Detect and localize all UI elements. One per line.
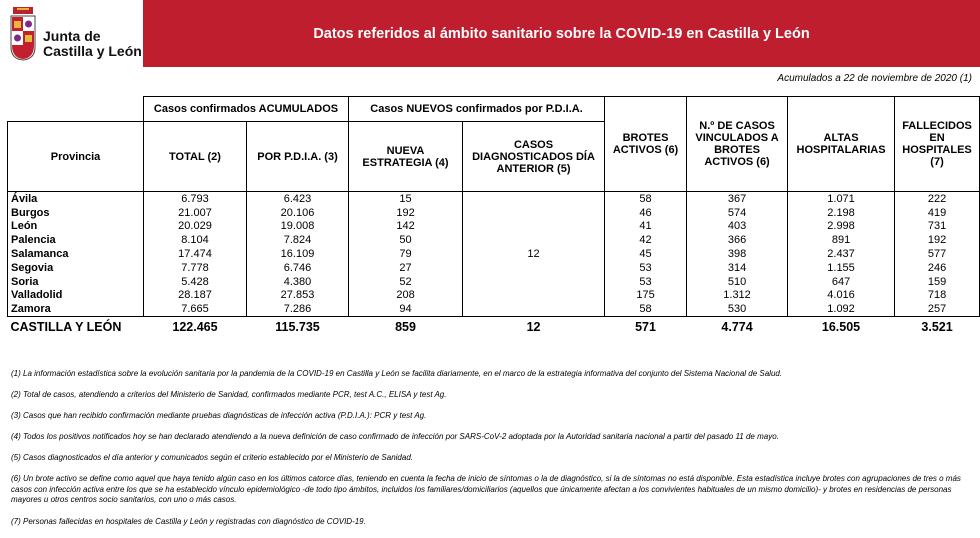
logo-line-2: Castilla y León — [43, 43, 142, 59]
province-name: Burgos — [8, 206, 144, 220]
table-cell: 2.437 — [788, 247, 895, 261]
total-row — [8, 317, 980, 338]
table-cell: 1.071 — [788, 192, 895, 206]
header-brotes: BROTES ACTIVOS (6) — [605, 97, 687, 192]
title-banner — [143, 0, 980, 67]
total-cell: 859 — [395, 320, 416, 335]
table-cell: 46 — [605, 206, 687, 220]
table-cell: 403 — [687, 220, 788, 234]
table-cell: 28.187 — [144, 289, 247, 303]
group-header-accumulated: Casos confirmados ACUMULADOS — [144, 97, 349, 122]
total-cell: 4.774 — [721, 320, 753, 335]
table-cell: 398 — [687, 247, 788, 261]
accumulated-date: Acumulados a 22 de noviembre de 2020 (1) — [777, 73, 972, 84]
table-cell: 58 — [605, 192, 687, 206]
table-cell — [463, 192, 605, 206]
table-row — [8, 206, 980, 220]
header-provincia: Provincia — [8, 122, 144, 192]
total-cell: 571 — [635, 320, 656, 335]
table-cell: 15 — [349, 192, 463, 206]
footnotes — [11, 369, 976, 538]
province-name: Zamora — [8, 302, 144, 316]
province-name: León — [8, 220, 144, 234]
total-label: CASTILLA Y LEÓN — [10, 320, 122, 335]
table-cell: 79 — [349, 247, 463, 261]
table-cell — [463, 233, 605, 247]
table-cell: 21.007 — [144, 206, 247, 220]
table-cell: 175 — [605, 289, 687, 303]
table-cell: 366 — [687, 233, 788, 247]
table-cell: 222 — [895, 192, 980, 206]
table-cell — [463, 289, 605, 303]
table-cell: 6.746 — [247, 261, 349, 275]
table-cell: 530 — [687, 302, 788, 316]
table-cell: 12 — [463, 247, 605, 261]
table-cell: 41 — [605, 220, 687, 234]
table-row — [8, 261, 980, 275]
table-cell: 208 — [349, 289, 463, 303]
table-cell: 314 — [687, 261, 788, 275]
province-name: Salamanca — [8, 247, 144, 261]
table-cell: 7.824 — [247, 233, 349, 247]
junta-logo — [8, 5, 142, 65]
table-cell: 510 — [687, 275, 788, 289]
table-cell: 2.198 — [788, 206, 895, 220]
table-cell: 192 — [895, 233, 980, 247]
table-cell: 718 — [895, 289, 980, 303]
total-cell: 122.465 — [172, 320, 218, 335]
province-name: Palencia — [8, 233, 144, 247]
table-cell: 20.029 — [144, 220, 247, 234]
table-cell — [463, 302, 605, 316]
table-cell: 53 — [605, 275, 687, 289]
table-cell: 27 — [349, 261, 463, 275]
total-cell: 115.735 — [275, 320, 320, 335]
footnote: (5) Casos diagnosticados el día anterior y comunicados según el criterio establecido por el Ministerio de Sanidad. — [11, 453, 413, 463]
province-name: Segovia — [8, 261, 144, 275]
table-cell — [463, 220, 605, 234]
table-cell: 647 — [788, 275, 895, 289]
table-row — [8, 289, 980, 303]
total-cell: 12 — [526, 320, 541, 335]
table-cell: 94 — [349, 302, 463, 316]
table-cell: 58 — [605, 302, 687, 316]
table-cell: 4.380 — [247, 275, 349, 289]
total-cell: 16.505 — [821, 320, 861, 335]
province-name: Ávila — [8, 192, 144, 206]
coat-of-arms-icon — [8, 7, 38, 61]
table-row — [8, 302, 980, 316]
table-cell: 192 — [349, 206, 463, 220]
province-name: Valladolid — [8, 289, 144, 303]
logo-line-1: Junta de — [43, 28, 101, 44]
table-cell: 159 — [895, 275, 980, 289]
table-row — [8, 247, 980, 261]
table-cell: 891 — [788, 233, 895, 247]
table-cell: 142 — [349, 220, 463, 234]
footnote: (4) Todos los positivos notificados hoy se han declarado atendiendo a la nueva definición de caso confirmado de infección por SARS-CoV-2 adoptada por la Autoridad sanitaria nacional a partir del pasado 11 de mayo. — [11, 432, 779, 442]
table-cell — [463, 275, 605, 289]
table-cell: 246 — [895, 261, 980, 275]
table-cell: 19.008 — [247, 220, 349, 234]
table-row — [8, 233, 980, 247]
table-cell: 5.428 — [144, 275, 247, 289]
footnote: (6) Un brote activo se define como aquel que haya tenido algún caso en los últimos catorce días, teniendo en cuenta la fecha de inicio de síntomas o la de diagnóstico, si la de síntomas no está disponible. Esta estadística incluye brotes con agrupaciones de tres o más casos con infección activa entre los que se ha establecido vínculo epidemiológico -de todo tipo ámbitos, incluidos los familiares/domiciliarios (aquellos que únicamente afectan a los convivientes habituales de un mismo domicilio)- y brotes en residencias de personas mayores u otros centros socio sanitarios, con uno o más casos. — [11, 474, 961, 505]
table-cell: 53 — [605, 261, 687, 275]
table-cell: 6.793 — [144, 192, 247, 206]
footnote: (3) Casos que han recibido confirmación mediante pruebas diagnósticas de infección activa (P.D.I.A.): PCR y test Ag. — [11, 411, 427, 421]
table-cell: 257 — [895, 302, 980, 316]
table-cell: 1.312 — [687, 289, 788, 303]
table-cell: 27.853 — [247, 289, 349, 303]
table-cell: 7.778 — [144, 261, 247, 275]
header-total: TOTAL (2) — [144, 122, 247, 192]
footnote: (1) La información estadística sobre la evolución sanitaria por la pandemia de la COVID-19 en Castilla y León se facilita diariamente, en el marco de la estrategia informativa del conjunto del Sistema Nacional de Salud. — [11, 369, 783, 378]
table-cell — [463, 261, 605, 275]
table-cell: 17.474 — [144, 247, 247, 261]
table-row — [8, 192, 980, 206]
footnote: (2) Total de casos, atendiendo a criterios del Ministerio de Sanidad, confirmados mediante PCR, test A.C., ELISA y test Ag. — [11, 390, 447, 400]
table-cell: 577 — [895, 247, 980, 261]
table-row — [8, 275, 980, 289]
footnote: (7) Personas fallecidas en hospitales de Castilla y León y registradas con diagnóstico de COVID-19. — [11, 516, 366, 526]
table-cell: 1.155 — [788, 261, 895, 275]
group-header-new: Casos NUEVOS confirmados por P.D.I.A. — [349, 97, 605, 122]
table-cell: 20.106 — [247, 206, 349, 220]
table-cell: 50 — [349, 233, 463, 247]
table-cell: 2.998 — [788, 220, 895, 234]
table-cell: 7.665 — [144, 302, 247, 316]
table-cell: 8.104 — [144, 233, 247, 247]
covid-data-table — [7, 96, 980, 337]
header-vinculados: N.º DE CASOS VINCULADOS A BROTES ACTIVOS (6) — [687, 97, 788, 192]
table-row — [8, 220, 980, 234]
table-cell: 52 — [349, 275, 463, 289]
group-header-row — [8, 97, 980, 122]
page-title: Datos referidos al ámbito sanitario sobre la COVID-19 en Castilla y León — [313, 25, 810, 42]
table-cell — [463, 206, 605, 220]
table-cell: 731 — [895, 220, 980, 234]
table-cell: 7.286 — [247, 302, 349, 316]
table-cell: 1.092 — [788, 302, 895, 316]
table-cell: 45 — [605, 247, 687, 261]
table-cell: 419 — [895, 206, 980, 220]
table-cell: 4.016 — [788, 289, 895, 303]
province-name: Soria — [8, 275, 144, 289]
header-nueva-estrategia: NUEVA ESTRATEGIA (4) — [349, 122, 463, 192]
table-cell: 16.109 — [247, 247, 349, 261]
table-cell: 574 — [687, 206, 788, 220]
header-fallecidos: FALLECIDOS EN HOSPITALES (7) — [895, 97, 980, 192]
header-altas: ALTAS HOSPITALARIAS — [788, 97, 895, 192]
header-dia-anterior: CASOS DIAGNOSTICADOS DÍA ANTERIOR (5) — [463, 122, 605, 192]
table-cell: 42 — [605, 233, 687, 247]
header-pdia: POR P.D.I.A. (3) — [247, 122, 349, 192]
total-cell: 3.521 — [921, 320, 953, 335]
table-cell: 367 — [687, 192, 788, 206]
table-cell: 6.423 — [247, 192, 349, 206]
